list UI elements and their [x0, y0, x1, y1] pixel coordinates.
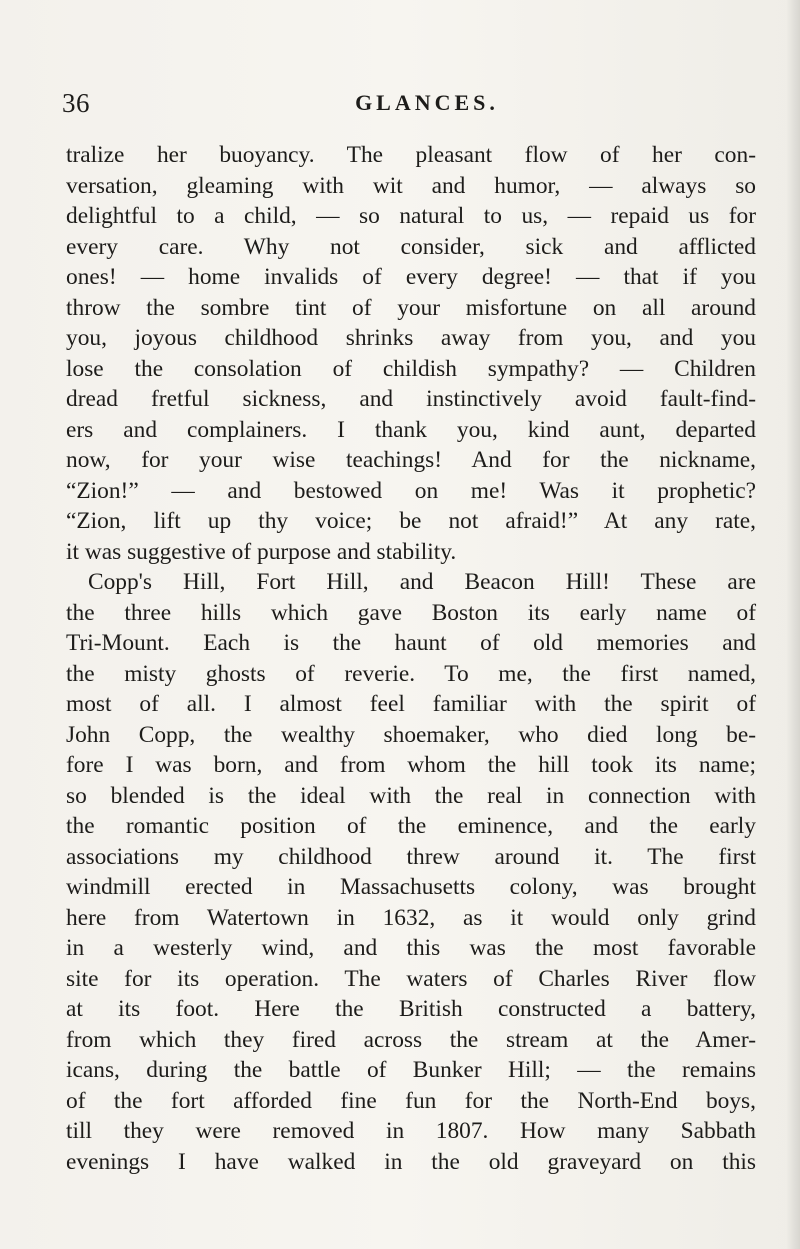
text-line: windmill erected in Massachusetts colony, was brought: [66, 874, 756, 900]
text-line: most of all. I almost feel familiar with the spirit of: [66, 691, 756, 717]
text-line: associations my childhood threw around it. The first: [66, 843, 756, 870]
text-line: from which they fired across the stream at the Amer-: [66, 1026, 756, 1053]
text-line: ones! — home invalids of every degree! — that if you: [66, 264, 756, 290]
text-line: icans, during the battle of Bunker Hill; — the remains: [66, 1057, 756, 1083]
text-line: till they were removed in 1807. How many Sabbath: [66, 1118, 756, 1144]
text-line: the misty ghosts of reverie. To me, the first named,: [66, 660, 756, 687]
text-line: here from Watertown in 1632, as it would only grind: [66, 904, 756, 931]
text-line: Tri-Mount. Each is the haunt of old memories and: [66, 630, 756, 656]
text-line: throw the sombre tint of your misfortune on all around: [66, 294, 756, 321]
text-line: at its foot. Here the British constructed a battery,: [66, 996, 756, 1022]
text-line: fore I was born, and from whom the hill took its name;: [66, 752, 756, 778]
paragraph-start-line: Copp's Hill, Fort Hill, and Beacon Hill! These are: [88, 569, 756, 595]
text-line: “Zion!” — and bestowed on me! Was it prophetic?: [66, 477, 756, 504]
text-line: of the fort afforded fine fun for the North-End boys,: [66, 1087, 756, 1114]
running-title: GLANCES.: [355, 90, 499, 115]
text-line: so blended is the ideal with the real in connection with: [66, 782, 756, 809]
text-line: you, joyous childhood shrinks away from you, and you: [66, 325, 756, 351]
running-head: [62, 86, 752, 120]
text-line: every care. Why not consider, sick and afflicted: [66, 233, 756, 260]
page-number: 36: [62, 88, 90, 118]
text-line: in a westerly wind, and this was the most favorable: [66, 935, 756, 961]
text-line: evenings I have walked in the old graveyard on this: [66, 1148, 756, 1175]
text-line: John Copp, the wealthy shoemaker, who died long be-: [66, 721, 756, 748]
text-line: the romantic position of the eminence, and the early: [66, 813, 756, 839]
text-line: lose the consolation of childish sympathy? — Children: [66, 355, 756, 382]
text-line: the three hills which gave Boston its early name of: [66, 599, 756, 626]
page-edge-shadow: [786, 0, 800, 1249]
text-line: now, for your wise teachings! And for the nickname,: [66, 447, 756, 473]
text-line: ers and complainers. I thank you, kind aunt, departed: [66, 416, 756, 443]
text-line: “Zion, lift up thy voice; be not afraid!” At any rate,: [66, 508, 756, 534]
text-line: versation, gleaming with wit and humor, — always so: [66, 172, 756, 199]
text-line: site for its operation. The waters of Charles River flow: [66, 965, 756, 992]
text-line: delightful to a child, — so natural to us, — repaid us for: [66, 203, 756, 229]
text-line: tralize her buoyancy. The pleasant flow of her con-: [66, 142, 756, 168]
text-line: dread fretful sickness, and instinctively avoid fault-find-: [66, 386, 756, 412]
text-line: it was suggestive of purpose and stability.: [66, 538, 457, 565]
body-text: [66, 140, 756, 1177]
